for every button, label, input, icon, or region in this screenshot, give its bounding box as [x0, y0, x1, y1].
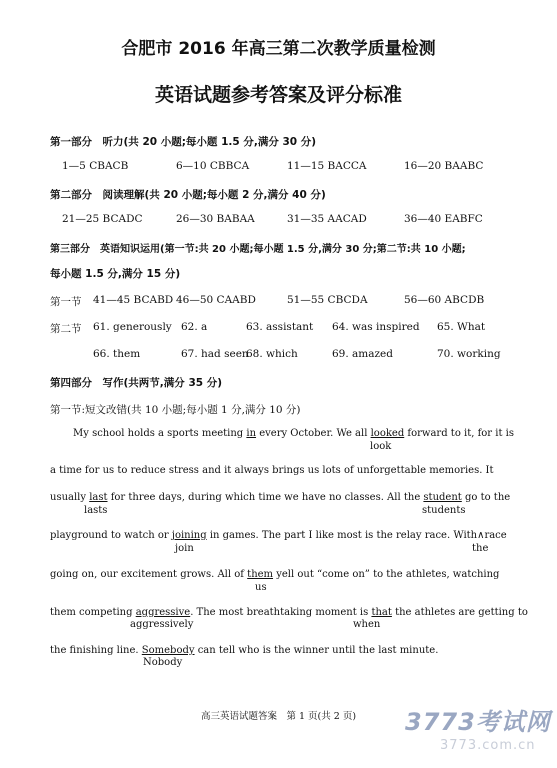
passage-text: in games. The part I like most is the relay race. With: [206, 530, 478, 541]
error-word: last: [89, 492, 108, 503]
passage-line-7: [50, 645, 438, 656]
answer-group: 26—30 BABAA: [176, 213, 255, 225]
correction-word: lasts: [84, 505, 108, 516]
passage-text: usually: [50, 492, 90, 503]
passage-line-3: [50, 492, 510, 503]
answer-item: 61. generously: [93, 321, 172, 333]
watermark-logo: 3773考试网: [405, 708, 551, 736]
passage-text: My school holds a sports meeting: [73, 428, 247, 439]
answer-item: 70. working: [437, 348, 501, 360]
error-word: joining: [171, 530, 207, 541]
passage-text: . The most breathtaking moment is: [190, 607, 372, 618]
answer-item: 68. which: [246, 348, 298, 360]
error-word: student: [423, 492, 462, 503]
passage-line-4: [50, 530, 507, 541]
correction-word: the: [472, 543, 489, 554]
answer-group: 11—15 BACCA: [287, 160, 367, 172]
error-word: Somebody: [141, 645, 195, 656]
passage-text: playground to watch or: [50, 530, 172, 541]
passage-text: forward to it, for it is: [404, 428, 514, 439]
passage-line-6: [50, 607, 528, 618]
correction-word: us: [255, 582, 267, 593]
passage-text: can tell who is the winner until the last minute.: [194, 645, 439, 656]
part3-heading-line2: 每小题 1.5 分,满分 15 分): [50, 268, 181, 280]
answer-group: 56—60 ABCDB: [404, 294, 485, 306]
section1-label: 第一节: [50, 296, 82, 308]
answer-group: 6—10 CBBCA: [176, 160, 250, 172]
part4-section1-heading: 第一节:短文改错(共 10 小题;每小题 1 分,满分 10 分): [50, 404, 301, 416]
part4-heading: 第四部分 写作(共两节,满分 35 分): [50, 377, 223, 389]
passage-text: the finishing line.: [50, 645, 142, 656]
correction-word: students: [422, 505, 466, 516]
passage-text: every October. We all: [256, 428, 371, 439]
insert-mark: ∧: [477, 530, 485, 541]
page-footer: 高三英语试题答案 第 1 页(共 2 页): [200, 711, 357, 722]
answer-item: 69. amazed: [332, 348, 393, 360]
correction-word: join: [175, 543, 194, 554]
correction-word: Nobody: [143, 657, 183, 668]
passage-text: the athletes are getting to: [391, 607, 528, 618]
answer-group: 21—25 BCADC: [62, 213, 143, 225]
correction-word: look: [370, 441, 392, 452]
answer-group: 41—45 BCABD: [93, 294, 174, 306]
answer-item: 65. What: [437, 321, 486, 333]
passage-text: yell out “come on” to the athletes, watching: [273, 569, 500, 580]
answer-item: 63. assistant: [246, 321, 314, 333]
error-word: aggressive: [135, 607, 191, 618]
document-title: 英语试题参考答案及评分标准: [154, 84, 402, 106]
correction-word: aggressively: [130, 619, 194, 630]
answer-group: 1—5 CBACB: [62, 160, 129, 172]
answer-item: 66. them: [93, 348, 141, 360]
section2-label: 第二节: [50, 323, 82, 335]
answer-group: 51—55 CBCDA: [287, 294, 368, 306]
passage-text: for three days, during which time we have no classes. All the: [107, 492, 424, 503]
passage-line-5: [50, 569, 499, 580]
error-word: them: [247, 569, 274, 580]
error-word: looked: [370, 428, 405, 439]
passage-text: go to the: [461, 492, 511, 503]
watermark-url: 3773.com.cn: [440, 738, 536, 753]
answer-group: 31—35 AACAD: [287, 213, 367, 225]
exam-title: 合肥市 2016 年高三第二次教学质量检测: [121, 39, 436, 59]
part2-heading: 第二部分 阅读理解(共 20 小题;每小题 2 分,满分 40 分): [50, 189, 326, 201]
answer-item: 62. a: [181, 321, 208, 333]
answer-group: 46—50 CAABD: [176, 294, 256, 306]
passage-line-2: a time for us to reduce stress and it always brings us lots of unforgettable memories. It: [50, 465, 494, 476]
error-word: that: [371, 607, 392, 618]
passage-line-1: [73, 428, 514, 439]
part1-heading: 第一部分 听力(共 20 小题;每小题 1.5 分,满分 30 分): [50, 136, 317, 148]
error-word: in: [246, 428, 257, 439]
answer-group: 36—40 EABFC: [404, 213, 483, 225]
passage-text: going on, our excitement grows. All of: [50, 569, 248, 580]
answer-item: 64. was inspired: [332, 321, 420, 333]
passage-text: them competing: [50, 607, 136, 618]
part3-heading-line1: 第三部分 英语知识运用(第一节:共 20 小题;每小题 1.5 分,满分 30 分;第二节:共 10 小题;: [50, 244, 466, 255]
correction-word: when: [353, 619, 381, 630]
passage-text: race: [484, 530, 507, 541]
answer-group: 16—20 BAABC: [404, 160, 484, 172]
answer-item: 67. had seen: [181, 348, 249, 360]
